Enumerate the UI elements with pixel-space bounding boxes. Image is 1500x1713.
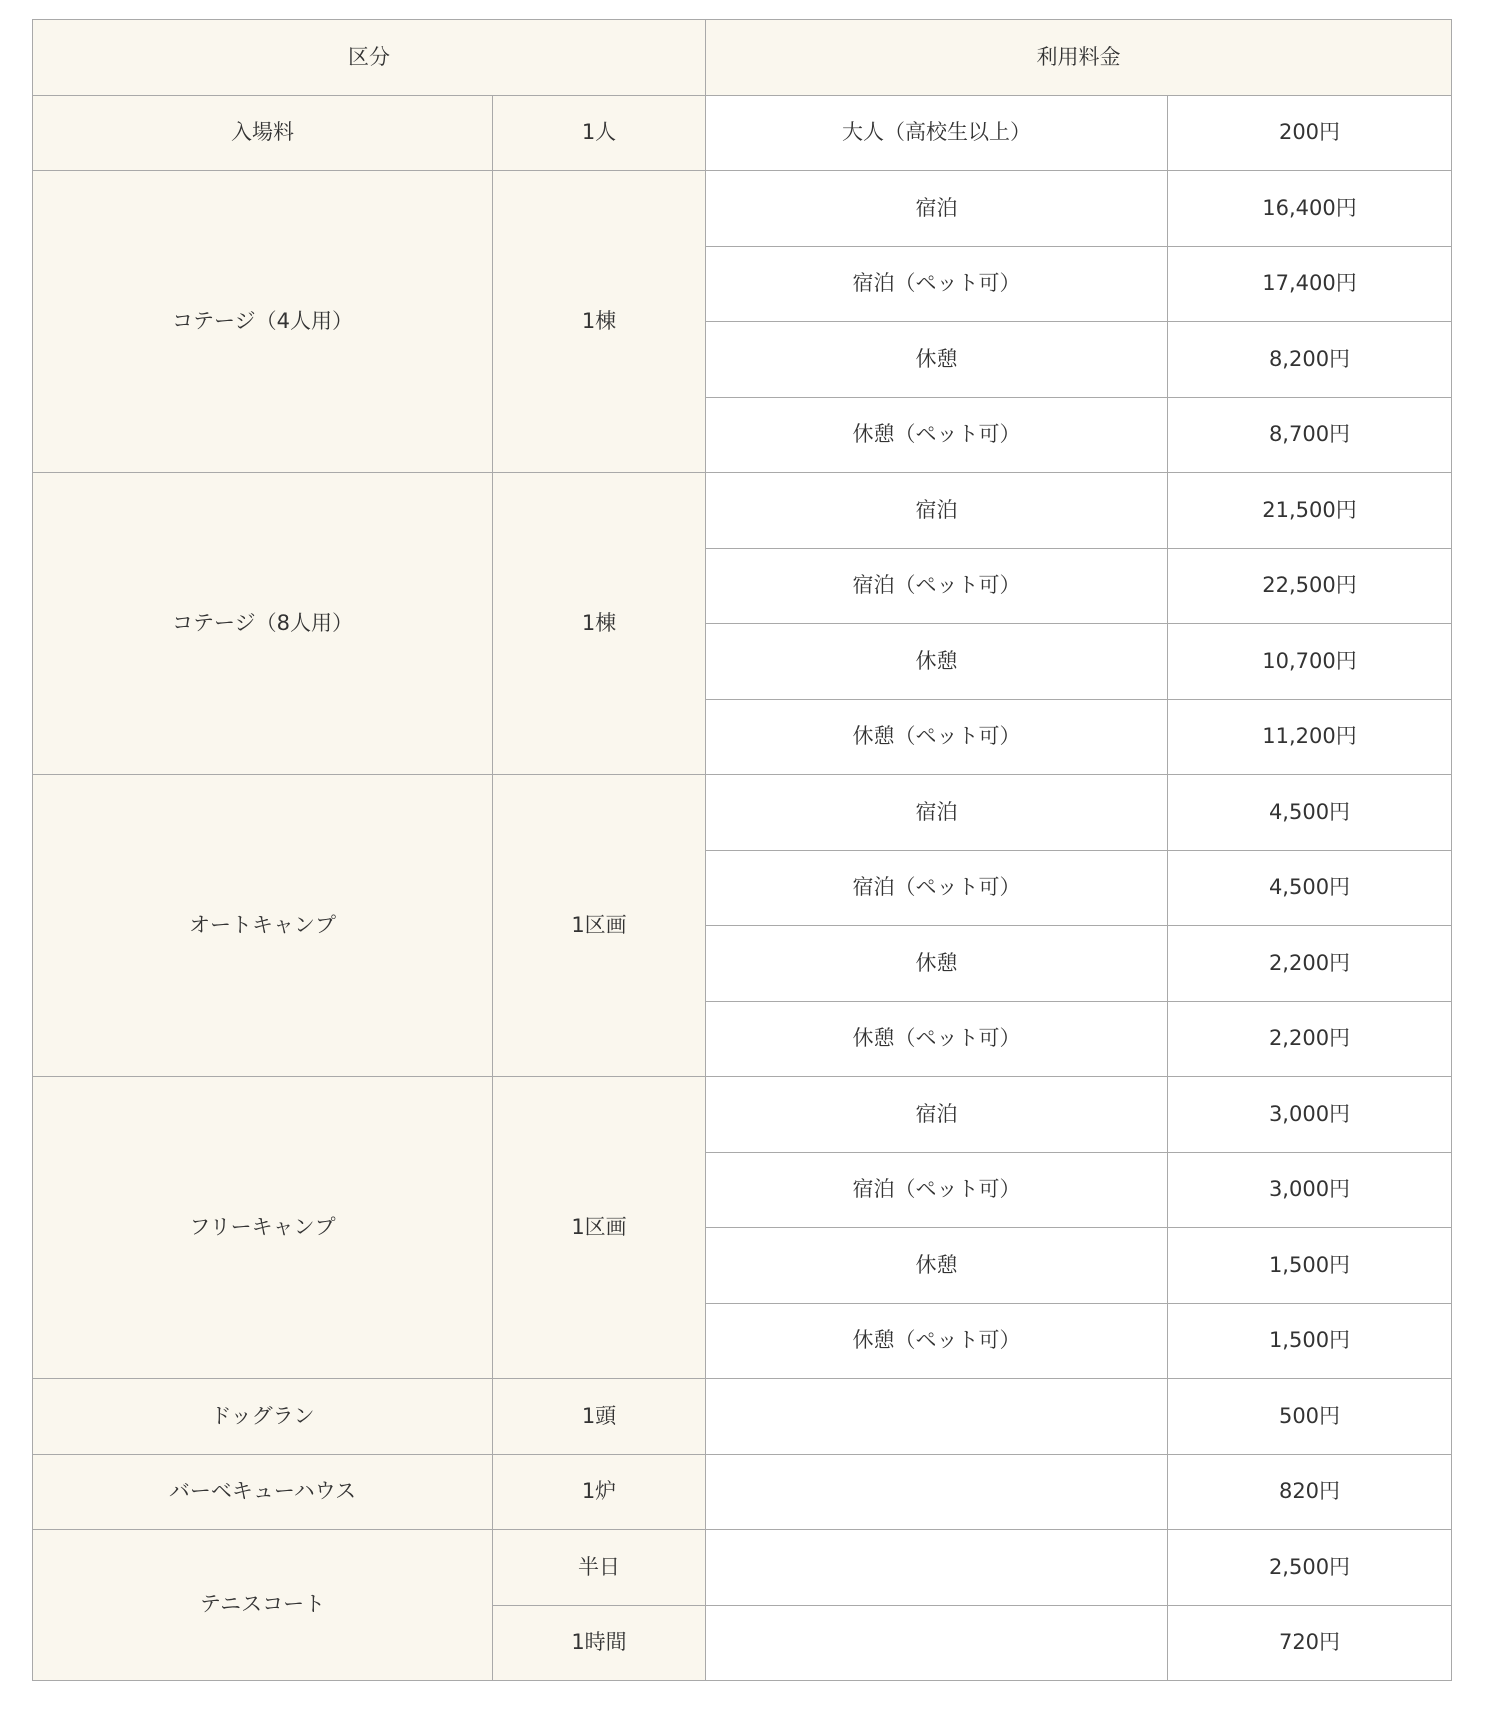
price-cell: 21,500円 — [1168, 473, 1452, 549]
unit-cell: 半日 — [493, 1530, 706, 1606]
category-name-cell: 入場料 — [33, 95, 493, 171]
usage-type-cell: 宿泊（ペット可） — [706, 850, 1168, 926]
category-name-cell: ドッグラン — [33, 1379, 493, 1455]
usage-type-cell: 休憩（ペット可） — [706, 1001, 1168, 1077]
unit-cell: 1頭 — [493, 1379, 706, 1455]
price-cell: 11,200円 — [1168, 699, 1452, 775]
price-cell: 10,700円 — [1168, 624, 1452, 700]
price-cell: 200円 — [1168, 95, 1452, 171]
unit-cell: 1炉 — [493, 1454, 706, 1530]
category-name-cell: コテージ（4人用） — [33, 171, 493, 473]
unit-cell: 1区画 — [493, 775, 706, 1077]
price-cell: 4,500円 — [1168, 850, 1452, 926]
usage-type-cell: 宿泊（ペット可） — [706, 548, 1168, 624]
usage-type-cell: 宿泊 — [706, 473, 1168, 549]
header-fee: 利用料金 — [706, 20, 1452, 96]
unit-cell: 1区画 — [493, 1077, 706, 1379]
price-cell: 8,200円 — [1168, 322, 1452, 398]
table-row — [33, 775, 1452, 851]
price-cell: 17,400円 — [1168, 246, 1452, 322]
table-row — [33, 1454, 1452, 1530]
price-cell: 1,500円 — [1168, 1303, 1452, 1379]
usage-type-cell: 大人（高校生以上） — [706, 95, 1168, 171]
usage-type-cell: 宿泊 — [706, 775, 1168, 851]
usage-type-cell: 休憩（ペット可） — [706, 699, 1168, 775]
usage-type-cell: 宿泊 — [706, 1077, 1168, 1153]
header-row — [33, 20, 1452, 96]
price-cell: 1,500円 — [1168, 1228, 1452, 1304]
category-name-cell: オートキャンプ — [33, 775, 493, 1077]
table-row — [33, 171, 1452, 247]
category-name-cell: バーベキューハウス — [33, 1454, 493, 1530]
unit-cell: 1棟 — [493, 473, 706, 775]
price-cell: 500円 — [1168, 1379, 1452, 1455]
price-cell: 720円 — [1168, 1605, 1452, 1681]
usage-type-cell: 休憩 — [706, 1228, 1168, 1304]
unit-cell: 1時間 — [493, 1605, 706, 1681]
usage-type-cell: 宿泊 — [706, 171, 1168, 247]
table-row — [33, 1379, 1452, 1455]
price-cell: 3,000円 — [1168, 1077, 1452, 1153]
category-name-cell: テニスコート — [33, 1530, 493, 1681]
unit-cell: 1棟 — [493, 171, 706, 473]
usage-type-cell: 宿泊（ペット可） — [706, 1152, 1168, 1228]
table-row — [33, 95, 1452, 171]
usage-type-cell — [706, 1530, 1168, 1606]
table-row — [33, 1077, 1452, 1153]
usage-type-cell: 休憩（ペット可） — [706, 397, 1168, 473]
unit-cell: 1人 — [493, 95, 706, 171]
price-cell: 8,700円 — [1168, 397, 1452, 473]
usage-type-cell: 休憩 — [706, 926, 1168, 1002]
header-category: 区分 — [33, 20, 706, 96]
fee-table-body — [33, 95, 1452, 1681]
price-cell: 2,200円 — [1168, 1001, 1452, 1077]
usage-type-cell — [706, 1454, 1168, 1530]
price-cell: 2,500円 — [1168, 1530, 1452, 1606]
price-cell: 2,200円 — [1168, 926, 1452, 1002]
price-cell: 820円 — [1168, 1454, 1452, 1530]
price-cell: 16,400円 — [1168, 171, 1452, 247]
price-cell: 3,000円 — [1168, 1152, 1452, 1228]
usage-type-cell: 休憩 — [706, 624, 1168, 700]
usage-type-cell: 宿泊（ペット可） — [706, 246, 1168, 322]
price-cell: 22,500円 — [1168, 548, 1452, 624]
price-cell: 4,500円 — [1168, 775, 1452, 851]
usage-type-cell — [706, 1605, 1168, 1681]
usage-type-cell: 休憩（ペット可） — [706, 1303, 1168, 1379]
usage-type-cell: 休憩 — [706, 322, 1168, 398]
table-row — [33, 473, 1452, 549]
table-row — [33, 1530, 1452, 1606]
fee-table — [32, 19, 1452, 1681]
category-name-cell: コテージ（8人用） — [33, 473, 493, 775]
category-name-cell: フリーキャンプ — [33, 1077, 493, 1379]
usage-type-cell — [706, 1379, 1168, 1455]
